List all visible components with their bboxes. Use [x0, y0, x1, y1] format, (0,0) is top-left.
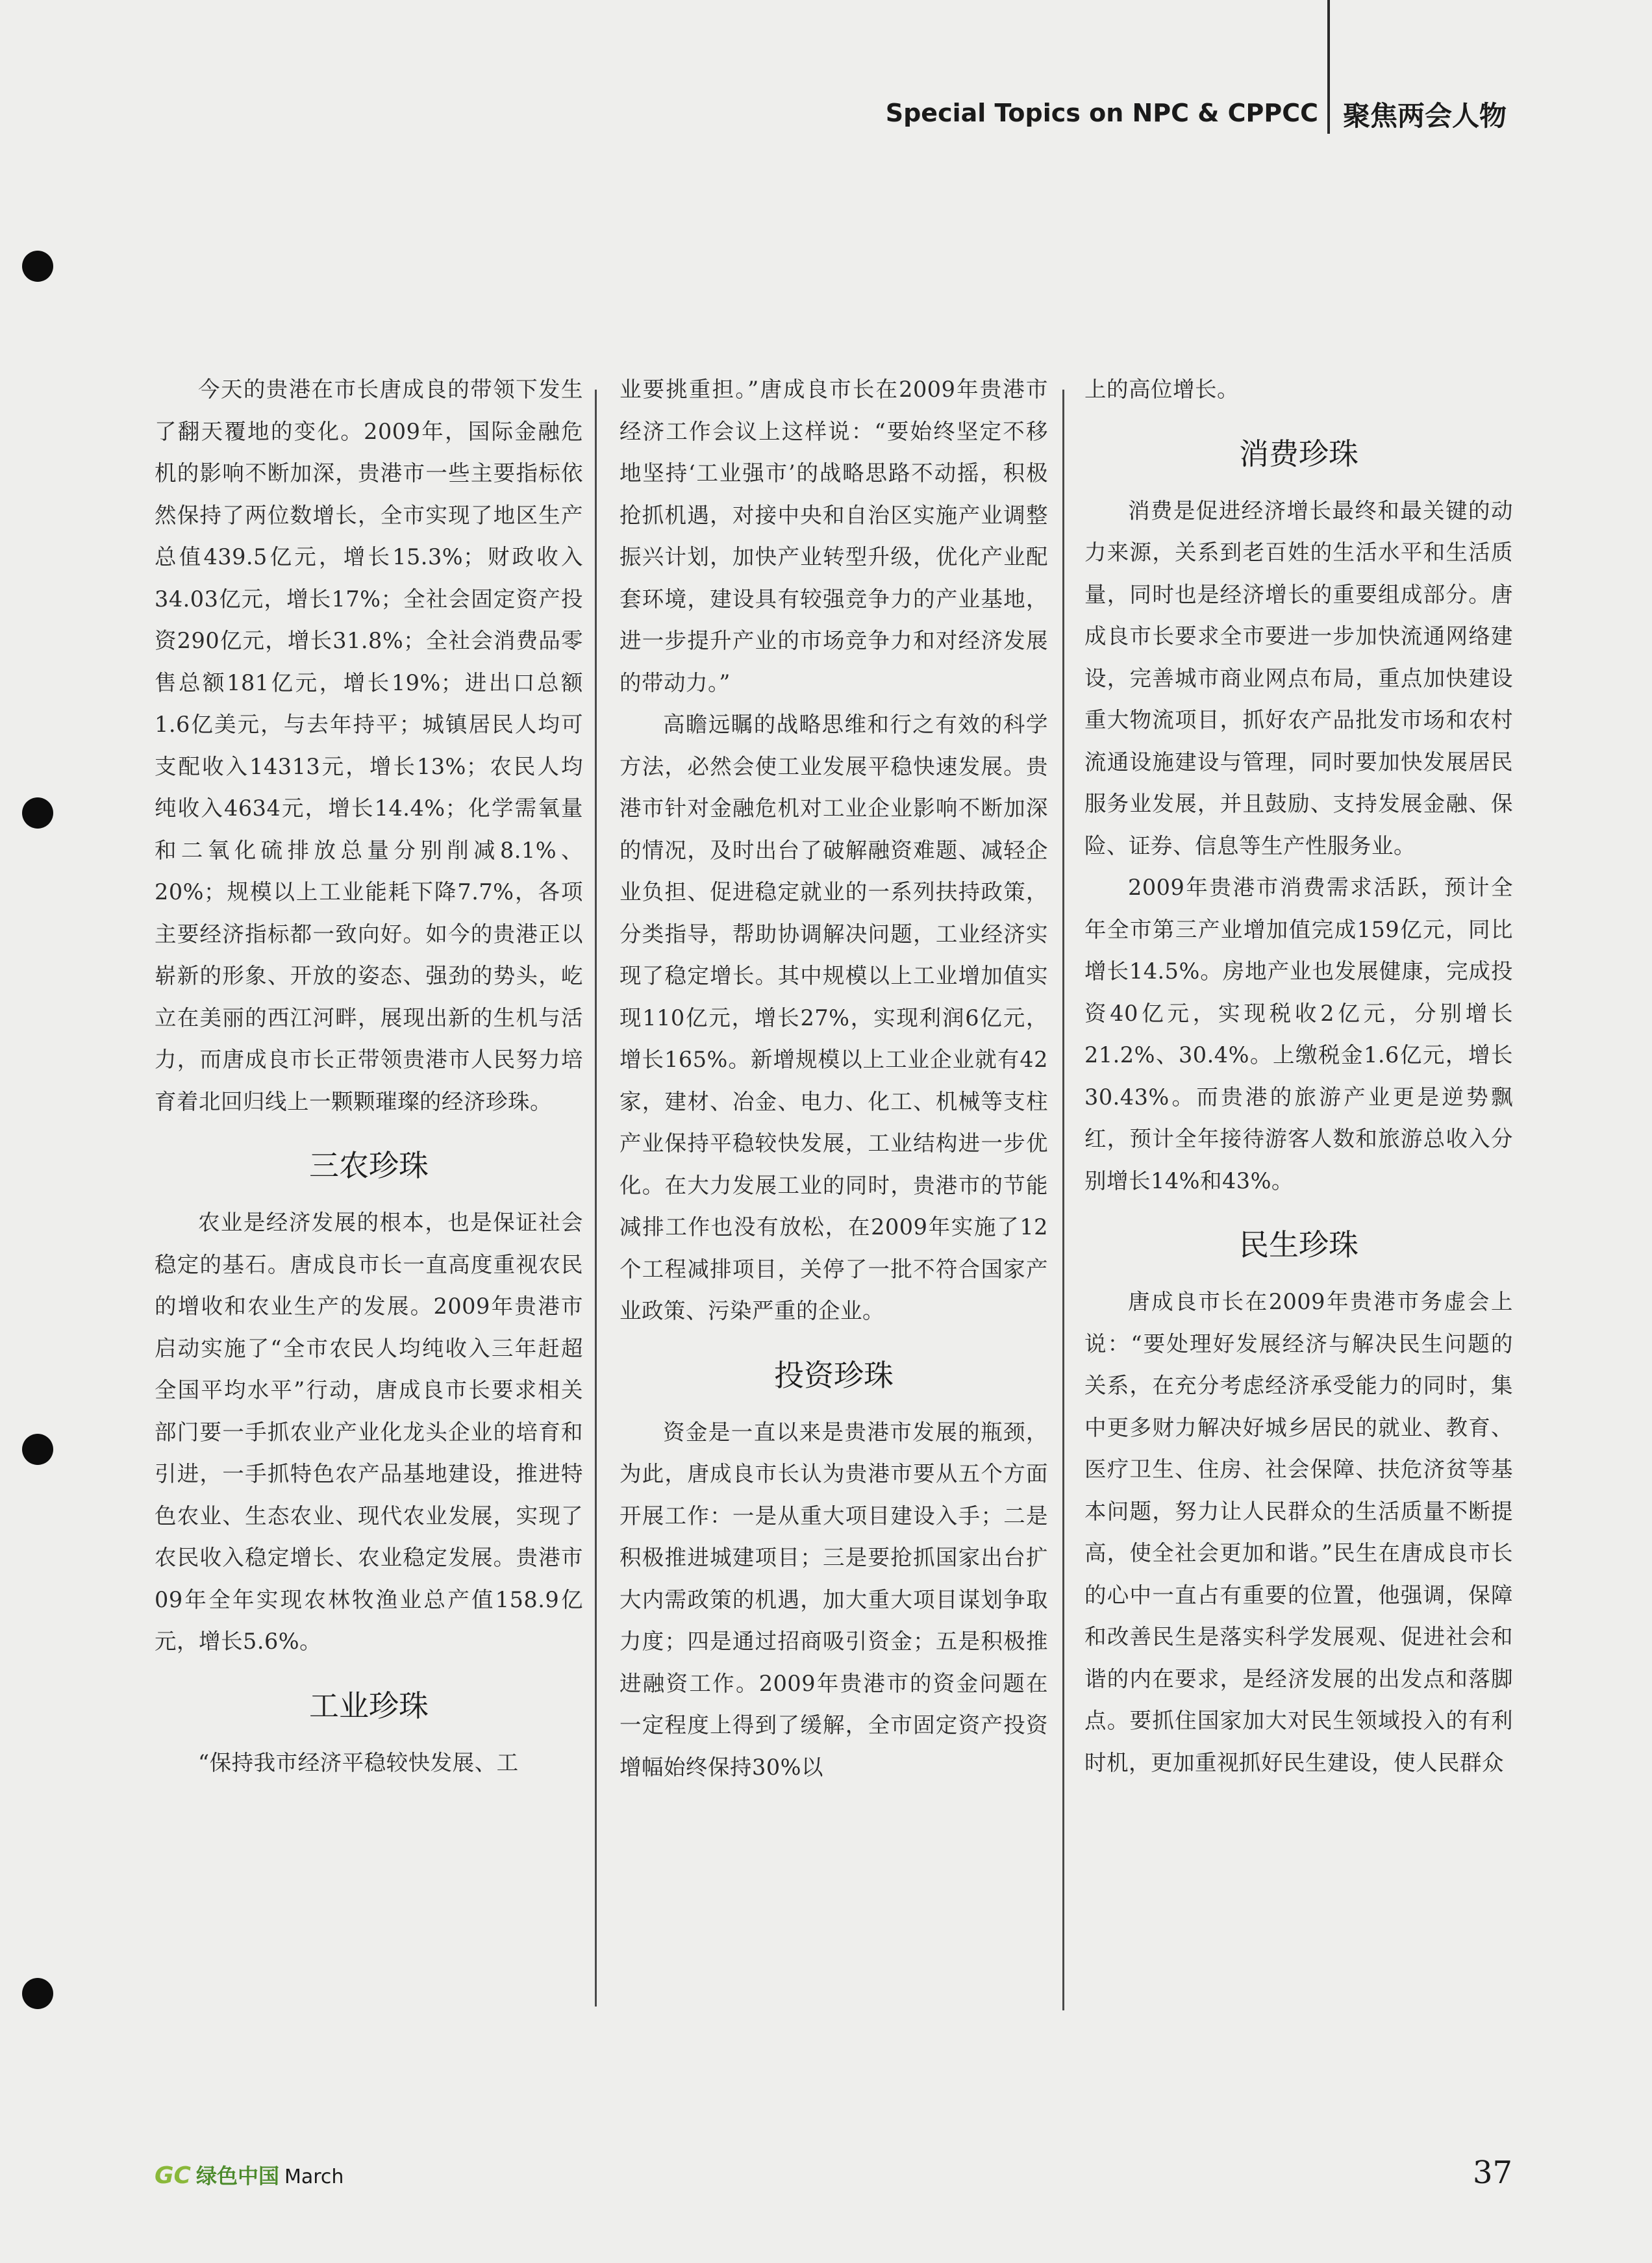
article-column-2	[620, 369, 1048, 1788]
binder-hole	[22, 797, 53, 829]
column-divider	[595, 390, 597, 2007]
body-paragraph: “保持我市经济平稳较快发展、工	[198, 1749, 519, 1775]
body-paragraph: 农业是经济发展的根本，也是保证社会稳定的基石。唐成良市长一直高度重视农民的增收和农业生产的发展。2009年贵港市启动实施了“全市农民人均纯收入三年赶超全国平均水平”行动，唐成良市长要求相关部门要一手抓农业产业化龙头企业的培育和引进，一手抓特色农产品基地建设，推进特色农业、生态农业、现代农业发展，实现了农民收入稳定增长、农业稳定发展。贵港市09年全年实现农林牧渔业总产值158.9亿元，增长5.6%。	[155, 1210, 583, 1654]
binder-hole	[22, 251, 53, 282]
body-paragraph: 业要挑重担。”唐成良市长在2009年贵港市经济工作会议上这样说：“要始终坚定不移地坚持‘工业强市’的战略思路不动摇，积极抢抓机遇，对接中央和自治区实施产业调整振兴计划，加快产业转型升级，优化产业配套环境，建设具有较强竞争力的产业基地，进一步提升产业的市场竞争力和对经济发展的带动力。”	[620, 377, 1048, 695]
body-paragraph: 高瞻远瞩的战略思维和行之有效的科学方法，必然会使工业发展平稳快速发展。贵港市针对金融危机对工业企业影响不断加深的情况，及时出台了破解融资难题、减轻企业负担、促进稳定就业的一系列扶持政策，分类指导，帮助协调解决问题，工业经济实现了稳定增长。其中规模以上工业增加值实现110亿元，增长27%，实现利润6亿元，增长165%。新增规模以上工业企业就有42家，建材、冶金、电力、化工、机械等支柱产业保持平稳较快发展，工业结构进一步优化。在大力发展工业的同时，贵港市的节能减排工作也没有放松，在2009年实施了12个工程减排项目，关停了一批不符合国家产业政策、污染严重的企业。	[620, 712, 1048, 1323]
body-paragraph: 唐成良市长在2009年贵港市务虚会上说：“要处理好发展经济与解决民生问题的关系，在充分考虑经济承受能力的同时，集中更多财力解决好城乡居民的就业、教育、医疗卫生、住房、社会保障、扶危济贫等基本问题，努力让人民群众的生活质量不断提高，使全社会更加和谐。”民生在唐成良市长的心中一直占有重要的位置，他强调，保障和改善民生是落实科学发展观、促进社会和谐的内在要求，是经济发展的出发点和落脚点。要抓住国家加大对民生领域投入的有利时机，更加重视抓好民生建设，使人民群众	[1084, 1289, 1513, 1775]
article-column-3	[1084, 369, 1513, 1784]
body-paragraph: 今天的贵港在市长唐成良的带领下发生了翻天覆地的变化。2009年，国际金融危机的影响不断加深，贵港市一些主要指标依然保持了两位数增长，全市实现了地区生产总值439.5亿元，增长15.3%；财政收入34.03亿元，增长17%；全社会固定资产投资290亿元，增长31.8%；全社会消费品零售总额181亿元，增长19%；进出口总额1.6亿美元，与去年持平；城镇居民人均可支配收入14313元，增长13%；农民人均纯收入4634元，增长14.4%；化学需氧量和二氧化硫排放总量分别削减8.1%、20%；规模以上工业能耗下降7.7%，各项主要经济指标都一致向好。如今的贵港正以崭新的形象、开放的姿态、强劲的势头，屹立在美丽的西江河畔，展现出新的生机与活力，而唐成良市长正带领贵港市人民努力培育着北回归线上一颗颗璀璨的经济珍珠。	[155, 377, 583, 1114]
issue-month: March	[284, 2166, 344, 2188]
section-heading: 消费珍珠	[1239, 436, 1358, 471]
body-paragraph: 上的高位增长。	[1084, 377, 1239, 402]
section-heading: 民生珍珠	[1239, 1227, 1358, 1262]
section-heading: 投资珍珠	[774, 1357, 894, 1393]
section-title-en: Special Topics on NPC & CPPCC	[885, 99, 1318, 127]
column-divider	[1062, 390, 1064, 2010]
body-paragraph: 消费是促进经济增长最终和最关键的动力来源，关系到老百姓的生活水平和生活质量，同时也是经济增长的重要组成部分。唐成良市长要求全市要进一步加快流通网络建设，完善城市商业网点布局，重点加快建设重大物流项目，抓好农产品批发市场和农村流通设施建设与管理，同时要加快发展居民服务业发展，并且鼓励、支持发展金融、保险、证券、信息等生产性服务业。	[1084, 497, 1513, 858]
body-paragraph: 资金是一直以来是贵港市发展的瓶颈，为此，唐成良市长认为贵港市要从五个方面开展工作：一是从重大项目建设入手；二是积极推进城建项目；三是要抢抓国家出台扩大内需政策的机遇，加大重大项目谋划争取力度；四是通过招商吸引资金；五是积极推进融资工作。2009年贵港市的资金问题在一定程度上得到了缓解，全市固定资产投资增幅始终保持30%以	[620, 1419, 1048, 1780]
logo-mark: GC	[155, 2162, 191, 2189]
binder-hole	[22, 1978, 53, 2009]
section-heading: 三农珍珠	[309, 1148, 429, 1183]
section-title-cn: 聚焦两会人物	[1343, 100, 1507, 132]
section-heading: 工业珍珠	[309, 1688, 429, 1723]
magazine-logo	[155, 2160, 344, 2190]
body-paragraph: 2009年贵港市消费需求活跃，预计全年全市第三产业增加值完成159亿元，同比增长14.5%。房地产业也发展健康，完成投资40亿元，实现税收2亿元，分别增长21.2%、30.4%。上缴税金1.6亿元，增长30.43%。而贵港的旅游产业更是逆势飘红，预计全年接待游客人数和旅游总收入分别增长14%和43%。	[1084, 875, 1513, 1194]
binder-hole	[22, 1434, 53, 1465]
header-divider	[1327, 0, 1330, 134]
page-number: 37	[1473, 2155, 1513, 2191]
article-column-1	[155, 369, 583, 1784]
magazine-name: 绿色中国	[195, 2164, 279, 2188]
